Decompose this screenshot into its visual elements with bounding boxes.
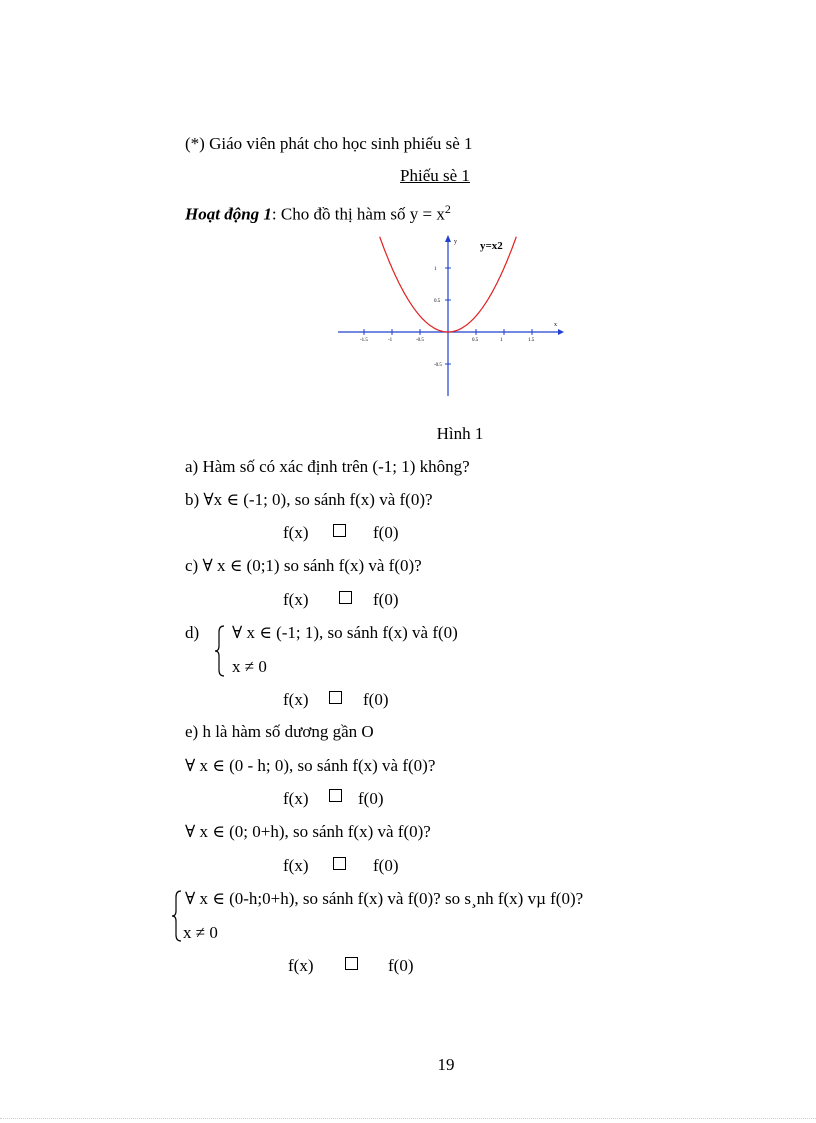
x-tick-label: -0.5 — [416, 338, 424, 343]
x-tick-label: -1 — [388, 338, 393, 343]
x-tick-label: 1.5 — [528, 338, 535, 343]
fx-label: f(x) — [283, 590, 309, 609]
page-number: 19 — [437, 1055, 455, 1074]
question-e3-line2: x ≠ 0 — [183, 923, 218, 942]
question-d-line2: x ≠ 0 — [232, 657, 267, 676]
fx-label: f(x) — [283, 523, 309, 542]
left-brace — [214, 624, 226, 678]
compare-box[interactable] — [329, 691, 342, 704]
compare-e1 — [0, 789, 816, 809]
f0-label: f(0) — [373, 856, 399, 875]
y-tick-label: -0.5 — [434, 363, 442, 368]
fx-label: f(x) — [283, 690, 309, 709]
compare-c — [0, 590, 816, 610]
y-tick-label: 0.5 — [434, 299, 441, 304]
compare-b — [0, 523, 816, 543]
question-a: a) Hàm số có xác định trên (-1; 1) không? — [185, 457, 470, 476]
sheet-title: Phiếu sè 1 — [400, 166, 470, 185]
intro-line: (*) Giáo viên phát cho học sinh phiếu sè 1 — [185, 134, 473, 153]
question-e3-line1: ∀ x ∈ (0-h;0+h), so sánh f(x) và f(0)? so s¸nh f(x) vµ f(0)? — [185, 889, 584, 908]
question-b: b) ∀x ∈ (-1; 0), so sánh f(x) và f(0)? — [185, 490, 433, 509]
compare-d — [0, 690, 816, 710]
question-d-label: d) — [185, 623, 200, 642]
parabola-graph — [336, 232, 566, 400]
question-e1: ∀ x ∈ (0 - h; 0), so sánh f(x) và f(0)? — [185, 756, 436, 775]
question-c: c) ∀ x ∈ (0;1) so sánh f(x) và f(0)? — [185, 556, 422, 575]
compare-box[interactable] — [333, 524, 346, 537]
f0-label: f(0) — [373, 523, 399, 542]
activity-label: Hoạt động 1 — [185, 204, 272, 224]
compare-box[interactable] — [339, 591, 352, 604]
f0-label: f(0) — [358, 789, 384, 808]
activity-text: : Cho đồ thị hàm số y = x — [271, 204, 445, 224]
x-tick-label: 1 — [500, 338, 503, 343]
x-axis-label: x — [554, 322, 557, 328]
question-e: e) h là hàm số dương gần O — [185, 722, 374, 741]
fx-label: f(x) — [283, 789, 309, 808]
question-e2: ∀ x ∈ (0; 0+h), so sánh f(x) và f(0)? — [185, 822, 431, 841]
f0-label: f(0) — [363, 690, 389, 709]
y-axis — [445, 235, 451, 396]
left-brace — [171, 889, 183, 943]
compare-box[interactable] — [345, 957, 358, 970]
question-d-line1: ∀ x ∈ (-1; 1), so sánh f(x) và f(0) — [232, 623, 458, 642]
page-bottom-rule — [0, 1118, 816, 1119]
y-axis-label: y — [454, 239, 457, 245]
fx-label: f(x) — [283, 856, 309, 875]
x-tick-label: 0.5 — [472, 338, 479, 343]
figure-caption: Hình 1 — [436, 424, 484, 443]
f0-label: f(0) — [388, 956, 414, 975]
compare-box[interactable] — [329, 789, 342, 802]
curve-label: y=x2 — [480, 240, 503, 252]
f0-label: f(0) — [373, 590, 399, 609]
y-tick-label: 1 — [434, 267, 437, 272]
fx-label: f(x) — [288, 956, 314, 975]
compare-e3 — [0, 956, 816, 976]
x-tick-label: -1.5 — [360, 338, 368, 343]
activity-line — [185, 199, 451, 225]
compare-box[interactable] — [333, 857, 346, 870]
compare-e2 — [0, 856, 816, 876]
activity-exponent: 2 — [444, 202, 451, 216]
